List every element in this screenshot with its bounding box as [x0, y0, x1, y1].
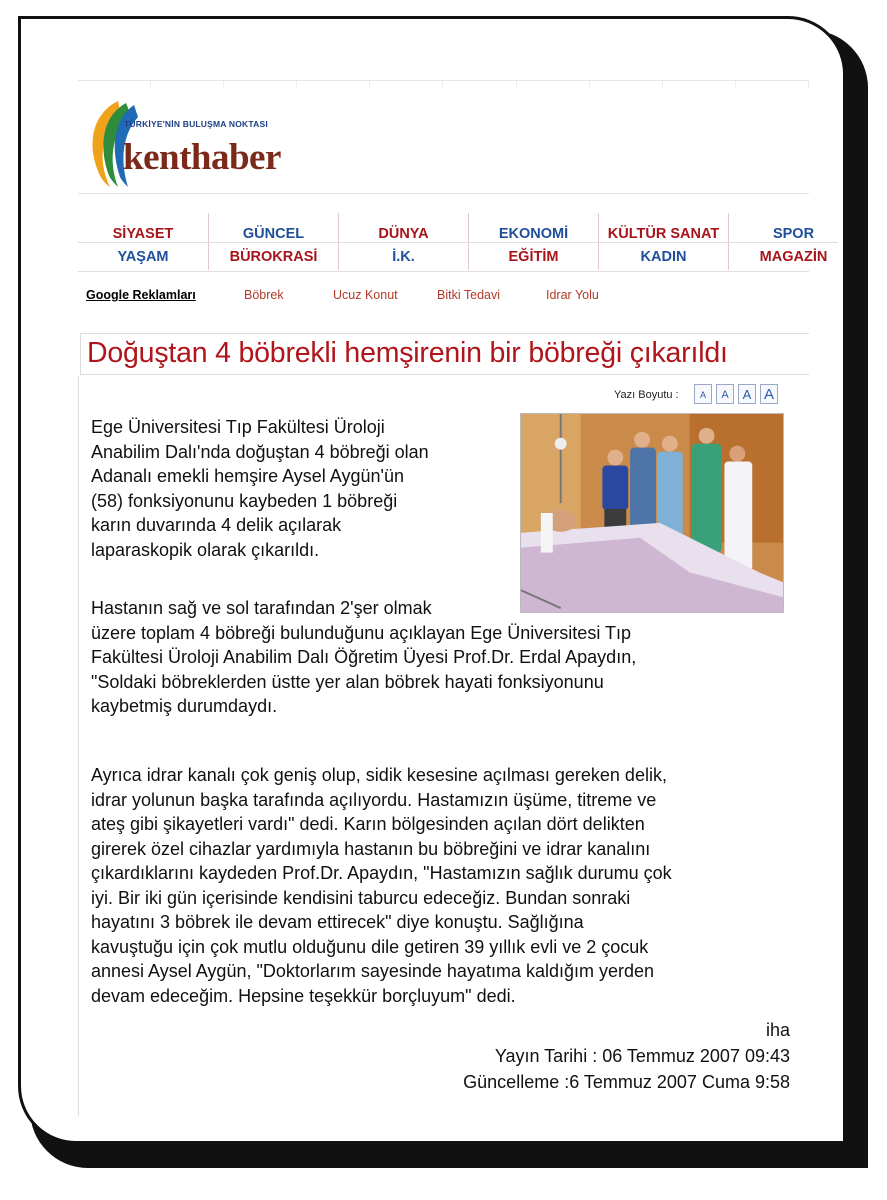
nav-item-burokrasi[interactable]: BÜROKRASİ	[208, 243, 338, 270]
text-line: devam edeceğim. Hepsine teşekkür borçluyum" dedi.	[91, 985, 516, 1006]
published-date: Yayın Tarihi : 06 Temmuz 2007 09:43	[494, 1046, 790, 1066]
text-line: kaybetmiş durumdaydı.	[91, 696, 278, 716]
text-line: karın duvarında 4 delik açılarak	[91, 515, 342, 535]
nav-item-ik[interactable]: İ.K.	[338, 243, 468, 270]
nav-item-egitim[interactable]: EĞİTİM	[468, 243, 598, 270]
font-size-small-button[interactable]: A	[716, 384, 734, 404]
ad-link[interactable]: Bitki Tedavi	[437, 288, 500, 302]
text-line: "Soldaki böbreklerden üstte yer alan böbrek hayati fonksiyonunu	[91, 671, 604, 692]
site-tagline: TÜRKİYE'NİN BULUŞMA NOKTASI	[124, 119, 268, 129]
text-line: annesi Aysel Aygün, "Doktorlarım sayesinde hayatıma kaldığım yerden	[91, 961, 655, 981]
text-line: ateş gibi şikayetleri vardı" dedi. Karın bölgesinden açılan dört delikten	[91, 814, 645, 834]
text-line: çıkardıklarını kaydeden Prof.Dr. Apaydın, "Hastamızın sağlık durumu çok	[91, 863, 672, 883]
ad-link[interactable]: Ucuz Konut	[333, 288, 398, 302]
ads-label[interactable]: Google Reklamları	[86, 288, 196, 302]
article-photo	[520, 413, 784, 613]
text-line: Adanalı emekli hemşire Aysel Aygün'ün	[91, 466, 404, 486]
font-size-large-button[interactable]: A	[760, 384, 778, 404]
nav-item-ekonomi[interactable]: EKONOMİ	[468, 213, 598, 242]
text-line: üzere toplam 4 böbreği bulunduğunu açıklayan Ege Üniversitesi Tıp	[91, 622, 631, 643]
nav-item-dunya[interactable]: DÜNYA	[338, 213, 468, 242]
text-line: Fakültesi Üroloji Anabilim Dalı Öğretim Üyesi Prof.Dr. Erdal Apaydın,	[91, 647, 637, 667]
text-line: idrar yolunun başka tarafında açılıyordu. Hastamızın üşüme, titreme ve	[91, 789, 657, 810]
text-line: iyi. Bir iki gün içerisinde kendisini taburcu edeceğiz. Bundan sonraki	[91, 887, 631, 908]
text-line: kavuştuğu için çok mutlu olduğunu dile getiren 39 yıllık evli ve 2 çocuk	[91, 936, 649, 957]
text-line: girerek özel cihazlar yardımıyla hastanın bu böbreğini ve idrar kanalını	[91, 838, 651, 859]
article-headline: Doğuştan 4 böbrekli hemşirenin bir böbreği çıkarıldı	[87, 337, 728, 369]
nav-item-magazin[interactable]: MAGAZİN	[728, 243, 858, 270]
nav-item-yasam[interactable]: YAŞAM	[117, 249, 169, 265]
site-brand[interactable]: kenthaber	[123, 137, 281, 178]
article-paragraph-1	[91, 415, 511, 562]
main-nav	[78, 213, 828, 272]
nav-item-kadin[interactable]: KADIN	[598, 243, 728, 270]
font-size-medium-button[interactable]: A	[738, 384, 756, 404]
headline-box	[80, 333, 809, 375]
article-paragraph-2	[91, 596, 791, 719]
nav-row-1	[78, 213, 838, 242]
article-source: iha	[765, 1020, 790, 1040]
nav-item-kultur-sanat[interactable]: KÜLTÜR SANAT	[598, 213, 728, 242]
text-line: Ayrıca idrar kanalı çok geniş olup, sidik kesesine açılması gereken delik,	[91, 765, 667, 785]
text-line: hayatını 3 böbrek ile devam ettirecek" diye konuştu. Sağlığına	[91, 912, 584, 932]
ad-link[interactable]: Idrar Yolu	[546, 288, 599, 302]
font-size-label: Yazı Boyutu :	[614, 389, 679, 401]
text-line: Anabilim Dalı'nda doğuştan 4 böbreği olan	[91, 441, 429, 462]
nav-item-spor[interactable]: SPOR	[728, 213, 858, 242]
top-strip	[78, 81, 809, 89]
text-line: laparaskopik olarak çıkarıldı.	[91, 539, 320, 560]
site-header	[78, 80, 809, 194]
text-line: Hastanın sağ ve sol tarafından 2'şer olmak	[91, 598, 432, 618]
article-paragraph-3	[91, 763, 803, 1008]
updated-date: Güncelleme :6 Temmuz 2007 Cuma 9:58	[463, 1072, 790, 1092]
nav-item-siyaset[interactable]: SİYASET	[112, 226, 174, 242]
font-size-xsmall-button[interactable]: A	[694, 384, 712, 404]
nav-row-2	[78, 242, 838, 270]
web-page	[78, 80, 828, 1116]
text-line: (58) fonksiyonunu kaybeden 1 böbreği	[91, 490, 398, 511]
ads-bar	[78, 286, 809, 306]
text-line: Ege Üniversitesi Tıp Fakültesi Üroloji	[91, 417, 385, 437]
ad-link[interactable]: Böbrek	[244, 288, 284, 302]
nav-item-guncel[interactable]: GÜNCEL	[208, 213, 338, 242]
